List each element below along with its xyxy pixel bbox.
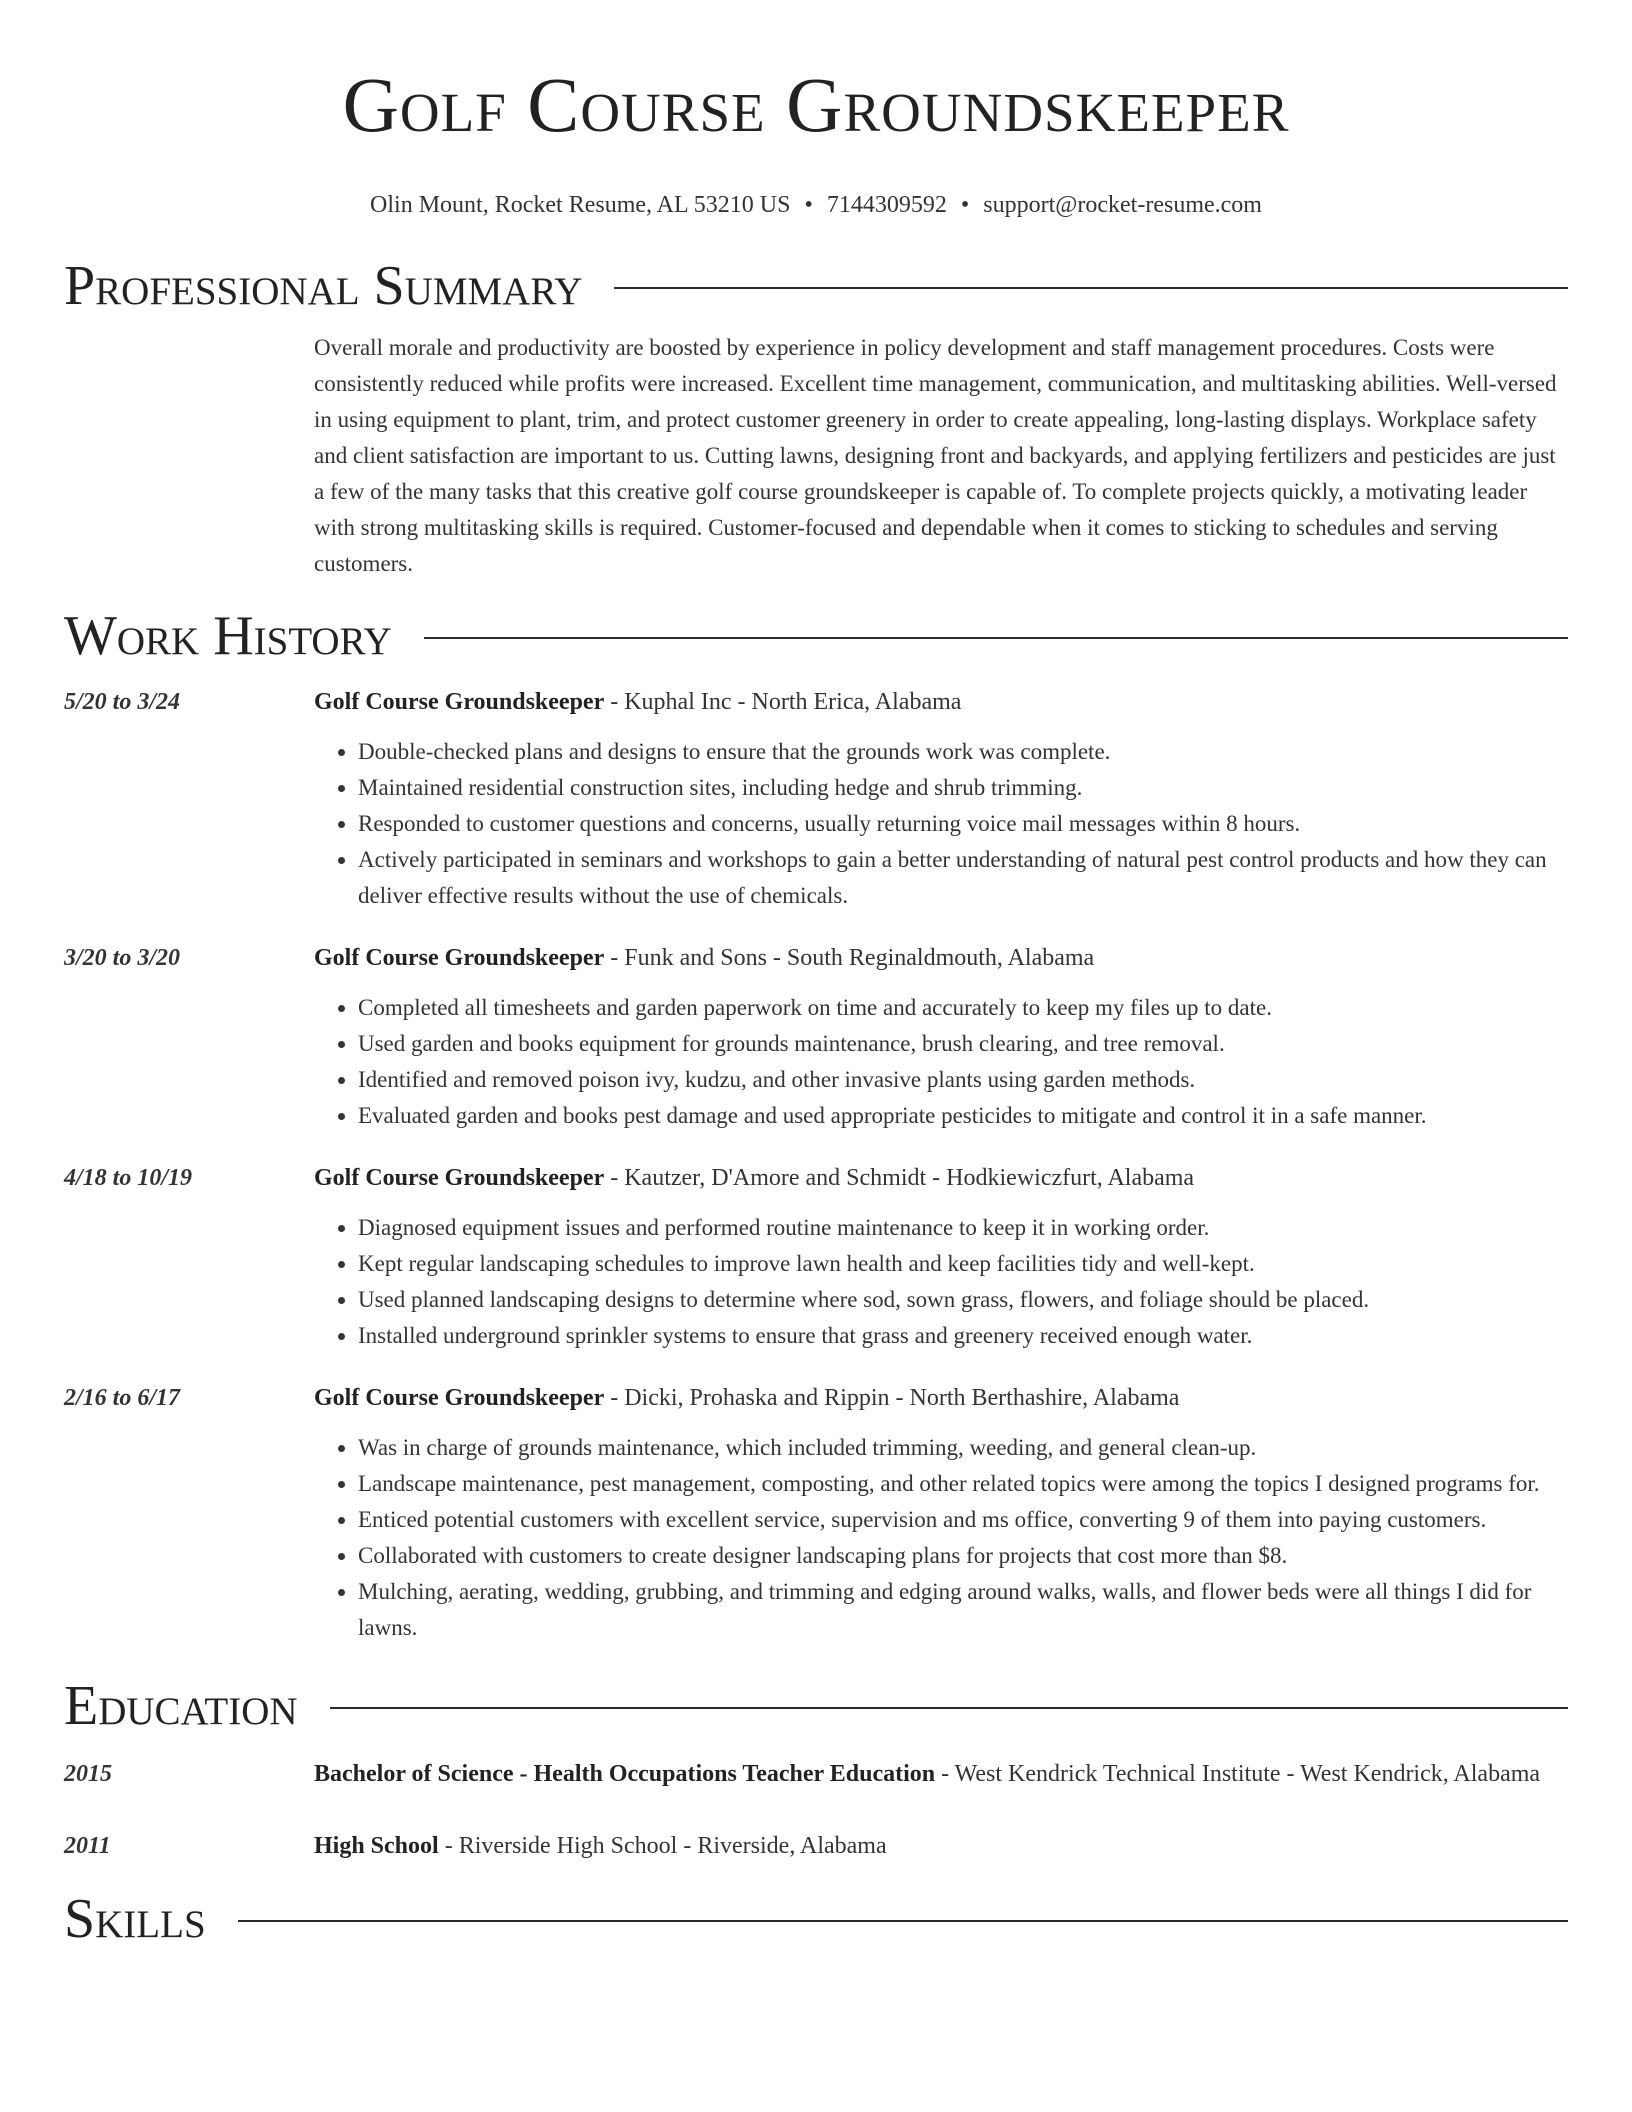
bullet-item: • Installed underground sprinkler systems to ensure that grass and greenery received enough water. [358, 1318, 1568, 1354]
job-entry [64, 684, 1568, 914]
education-school: - West Kendrick Technical Institute - West Kendrick, Alabama [935, 1761, 1541, 1787]
candidate-name: Golf Course Groundskeeper [342, 61, 1290, 148]
section-title-education: Education [64, 1675, 298, 1737]
education-degree: High School [314, 1833, 439, 1859]
bullet-item: • Completed all timesheets and garden paperwork on time and accurately to keep my files up to date. [358, 990, 1568, 1026]
job-title: Golf Course Groundskeeper [314, 1385, 605, 1411]
bullet-item: • Maintained residential construction sites, including hedge and shrub trimming. [358, 770, 1568, 806]
bullet-item: • Was in charge of grounds maintenance, which included trimming, weeding, and general clean-up. [358, 1430, 1568, 1466]
section-divider [424, 637, 1568, 639]
job-bullets [314, 734, 1568, 914]
job-employer-location: - Kautzer, D'Amore and Schmidt - Hodkiewiczfurt, Alabama [604, 1165, 1195, 1191]
section-divider [238, 1920, 1568, 1922]
bullet-item: • Enticed potential customers with excellent service, supervision and ms office, converting 9 of them into paying customers. [358, 1502, 1568, 1538]
job-entry [64, 1380, 1568, 1646]
education-entry [64, 1756, 1568, 1793]
job-bullets [314, 1430, 1568, 1646]
contact-email: support@rocket-resume.com [983, 192, 1262, 218]
contact-address: Olin Mount, Rocket Resume, AL 53210 US [370, 192, 791, 218]
bullet-item: • Used planned landscaping designs to determine where sod, sown grass, flowers, and foliage should be placed. [358, 1282, 1568, 1318]
bullet-item: • Double-checked plans and designs to ensure that the grounds work was complete. [358, 734, 1568, 770]
contact-phone: 7144309592 [826, 192, 947, 218]
job-entry [64, 940, 1568, 1134]
job-employer-location: - Funk and Sons - South Reginaldmouth, Alabama [604, 945, 1095, 971]
bullet-item: • Actively participated in seminars and workshops to gain a better understanding of natural pest control products and how they can deliver effective results without the use of chemicals. [358, 842, 1568, 914]
bullet-item: • Collaborated with customers to create designer landscaping plans for projects that cost more than $8. [358, 1538, 1568, 1574]
bullet-item: • Diagnosed equipment issues and performed routine maintenance to keep it in working order. [358, 1210, 1568, 1246]
skills-section-header [64, 1889, 1568, 1949]
contact-separator: • [960, 192, 970, 218]
job-bullets [314, 1210, 1568, 1354]
work-section-header [64, 606, 1568, 666]
job-heading [314, 1380, 1568, 1416]
section-title-summary: Professional Summary [64, 255, 583, 317]
job-title: Golf Course Groundskeeper [314, 689, 605, 715]
education-details [314, 1828, 1568, 1865]
bullet-item: • Kept regular landscaping schedules to improve lawn health and keep facilities tidy and well-kept. [358, 1246, 1568, 1282]
education-degree: Bachelor of Science - Health Occupations Teacher Education [314, 1761, 936, 1787]
job-dates: 2/16 to 6/17 [64, 1385, 181, 1411]
job-dates: 4/18 to 10/19 [64, 1165, 193, 1191]
summary-text: Overall morale and productivity are boosted by experience in policy development and staff management procedures. Costs were consistently reduced while profits were increased. Excellent time management, communication, and multitasking abilities. Well-versed in using equipment to plant, trim, and protect customer greenery in order to create appealing, long-lasting displays. Workplace safety and client satisfaction are important to us. Cutting lawns, designing front and backyards, and applying fertilizers and pesticides are just a few of the many tasks that this creative golf course groundskeeper is capable of. To complete projects quickly, a motivating leader with strong multitasking skills is required. Customer-focused and dependable when it comes to sticking to schedules and serving customers. [314, 335, 1557, 576]
education-section-header [64, 1676, 1568, 1736]
job-dates: 5/20 to 3/24 [64, 689, 181, 715]
bullet-item: • Landscape maintenance, pest management, composting, and other related topics were among the topics I designed programs for. [358, 1466, 1568, 1502]
bullet-item: • Mulching, aerating, wedding, grubbing, and trimming and edging around walks, walls, and flower beds were all things I did for lawns. [358, 1574, 1568, 1646]
job-title: Golf Course Groundskeeper [314, 1165, 605, 1191]
bullet-item: • Responded to customer questions and concerns, usually returning voice mail messages within 8 hours. [358, 806, 1568, 842]
summary-section-header [64, 256, 1568, 316]
job-employer-location: - Kuphal Inc - North Erica, Alabama [604, 689, 962, 715]
bullet-item: • Evaluated garden and books pest damage and used appropriate pesticides to mitigate and control it in a safe manner. [358, 1098, 1568, 1134]
job-entry [64, 1160, 1568, 1354]
job-dates: 3/20 to 3/20 [64, 945, 181, 971]
education-year: 2015 [64, 1761, 112, 1787]
bullet-item: • Identified and removed poison ivy, kudzu, and other invasive plants using garden methods. [358, 1062, 1568, 1098]
education-details [314, 1756, 1568, 1793]
section-divider [614, 287, 1568, 289]
job-details [314, 1160, 1568, 1354]
section-title-skills: Skills [64, 1888, 206, 1950]
job-details [314, 684, 1568, 914]
job-details [314, 1380, 1568, 1646]
job-title: Golf Course Groundskeeper [314, 945, 605, 971]
job-heading [314, 1160, 1568, 1196]
job-heading [314, 940, 1568, 976]
bullet-item: • Used garden and books equipment for grounds maintenance, brush clearing, and tree removal. [358, 1026, 1568, 1062]
job-heading [314, 684, 1568, 720]
job-employer-location: - Dicki, Prohaska and Rippin - North Berthashire, Alabama [604, 1385, 1180, 1411]
education-year: 2011 [64, 1833, 111, 1859]
section-title-work: Work History [64, 605, 392, 667]
contact-separator: • [804, 192, 813, 218]
contact-line [0, 190, 1632, 220]
education-entry [64, 1828, 1568, 1865]
section-divider [330, 1707, 1568, 1709]
job-details [314, 940, 1568, 1134]
job-bullets [314, 990, 1568, 1134]
education-school: - Riverside High School - Riverside, Alabama [438, 1833, 887, 1859]
